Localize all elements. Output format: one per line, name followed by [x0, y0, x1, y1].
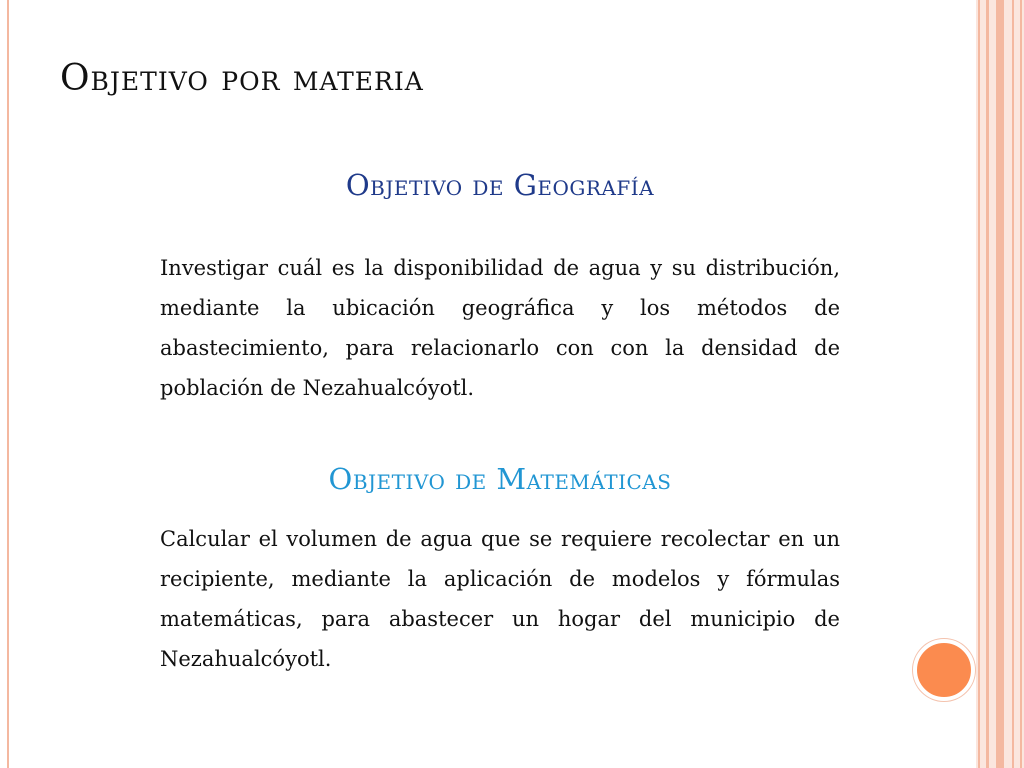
matematicas-text: Calcular el volumen de agua que se requiere recolectar en un recipiente, mediante la aplicación de modelos y fórmulas matemáticas, para abastecer un hogar del municipio de Nezahualcóyotl.	[160, 527, 840, 671]
right-border-decoration	[976, 0, 1024, 768]
left-border-decoration	[0, 0, 9, 768]
right-border-line	[1012, 0, 1014, 768]
matematicas-heading: Objetivo de Matemáticas	[328, 462, 672, 496]
right-border-line	[996, 0, 1004, 768]
orange-circle-decoration	[913, 639, 975, 701]
right-border-line	[986, 0, 989, 768]
geografia-text: Investigar cuál es la disponibilidad de agua y su distribución, mediante la ubicación geográfica y los métodos de abastecimiento, para relacionarlo con con la densidad de población de Nezahualcóyotl.	[160, 256, 840, 400]
right-border-line	[1020, 0, 1022, 768]
page-title: Objetivo por materia	[60, 58, 424, 99]
geografia-heading: Objetivo de Geografía	[345, 168, 655, 202]
right-border-line	[978, 0, 980, 768]
